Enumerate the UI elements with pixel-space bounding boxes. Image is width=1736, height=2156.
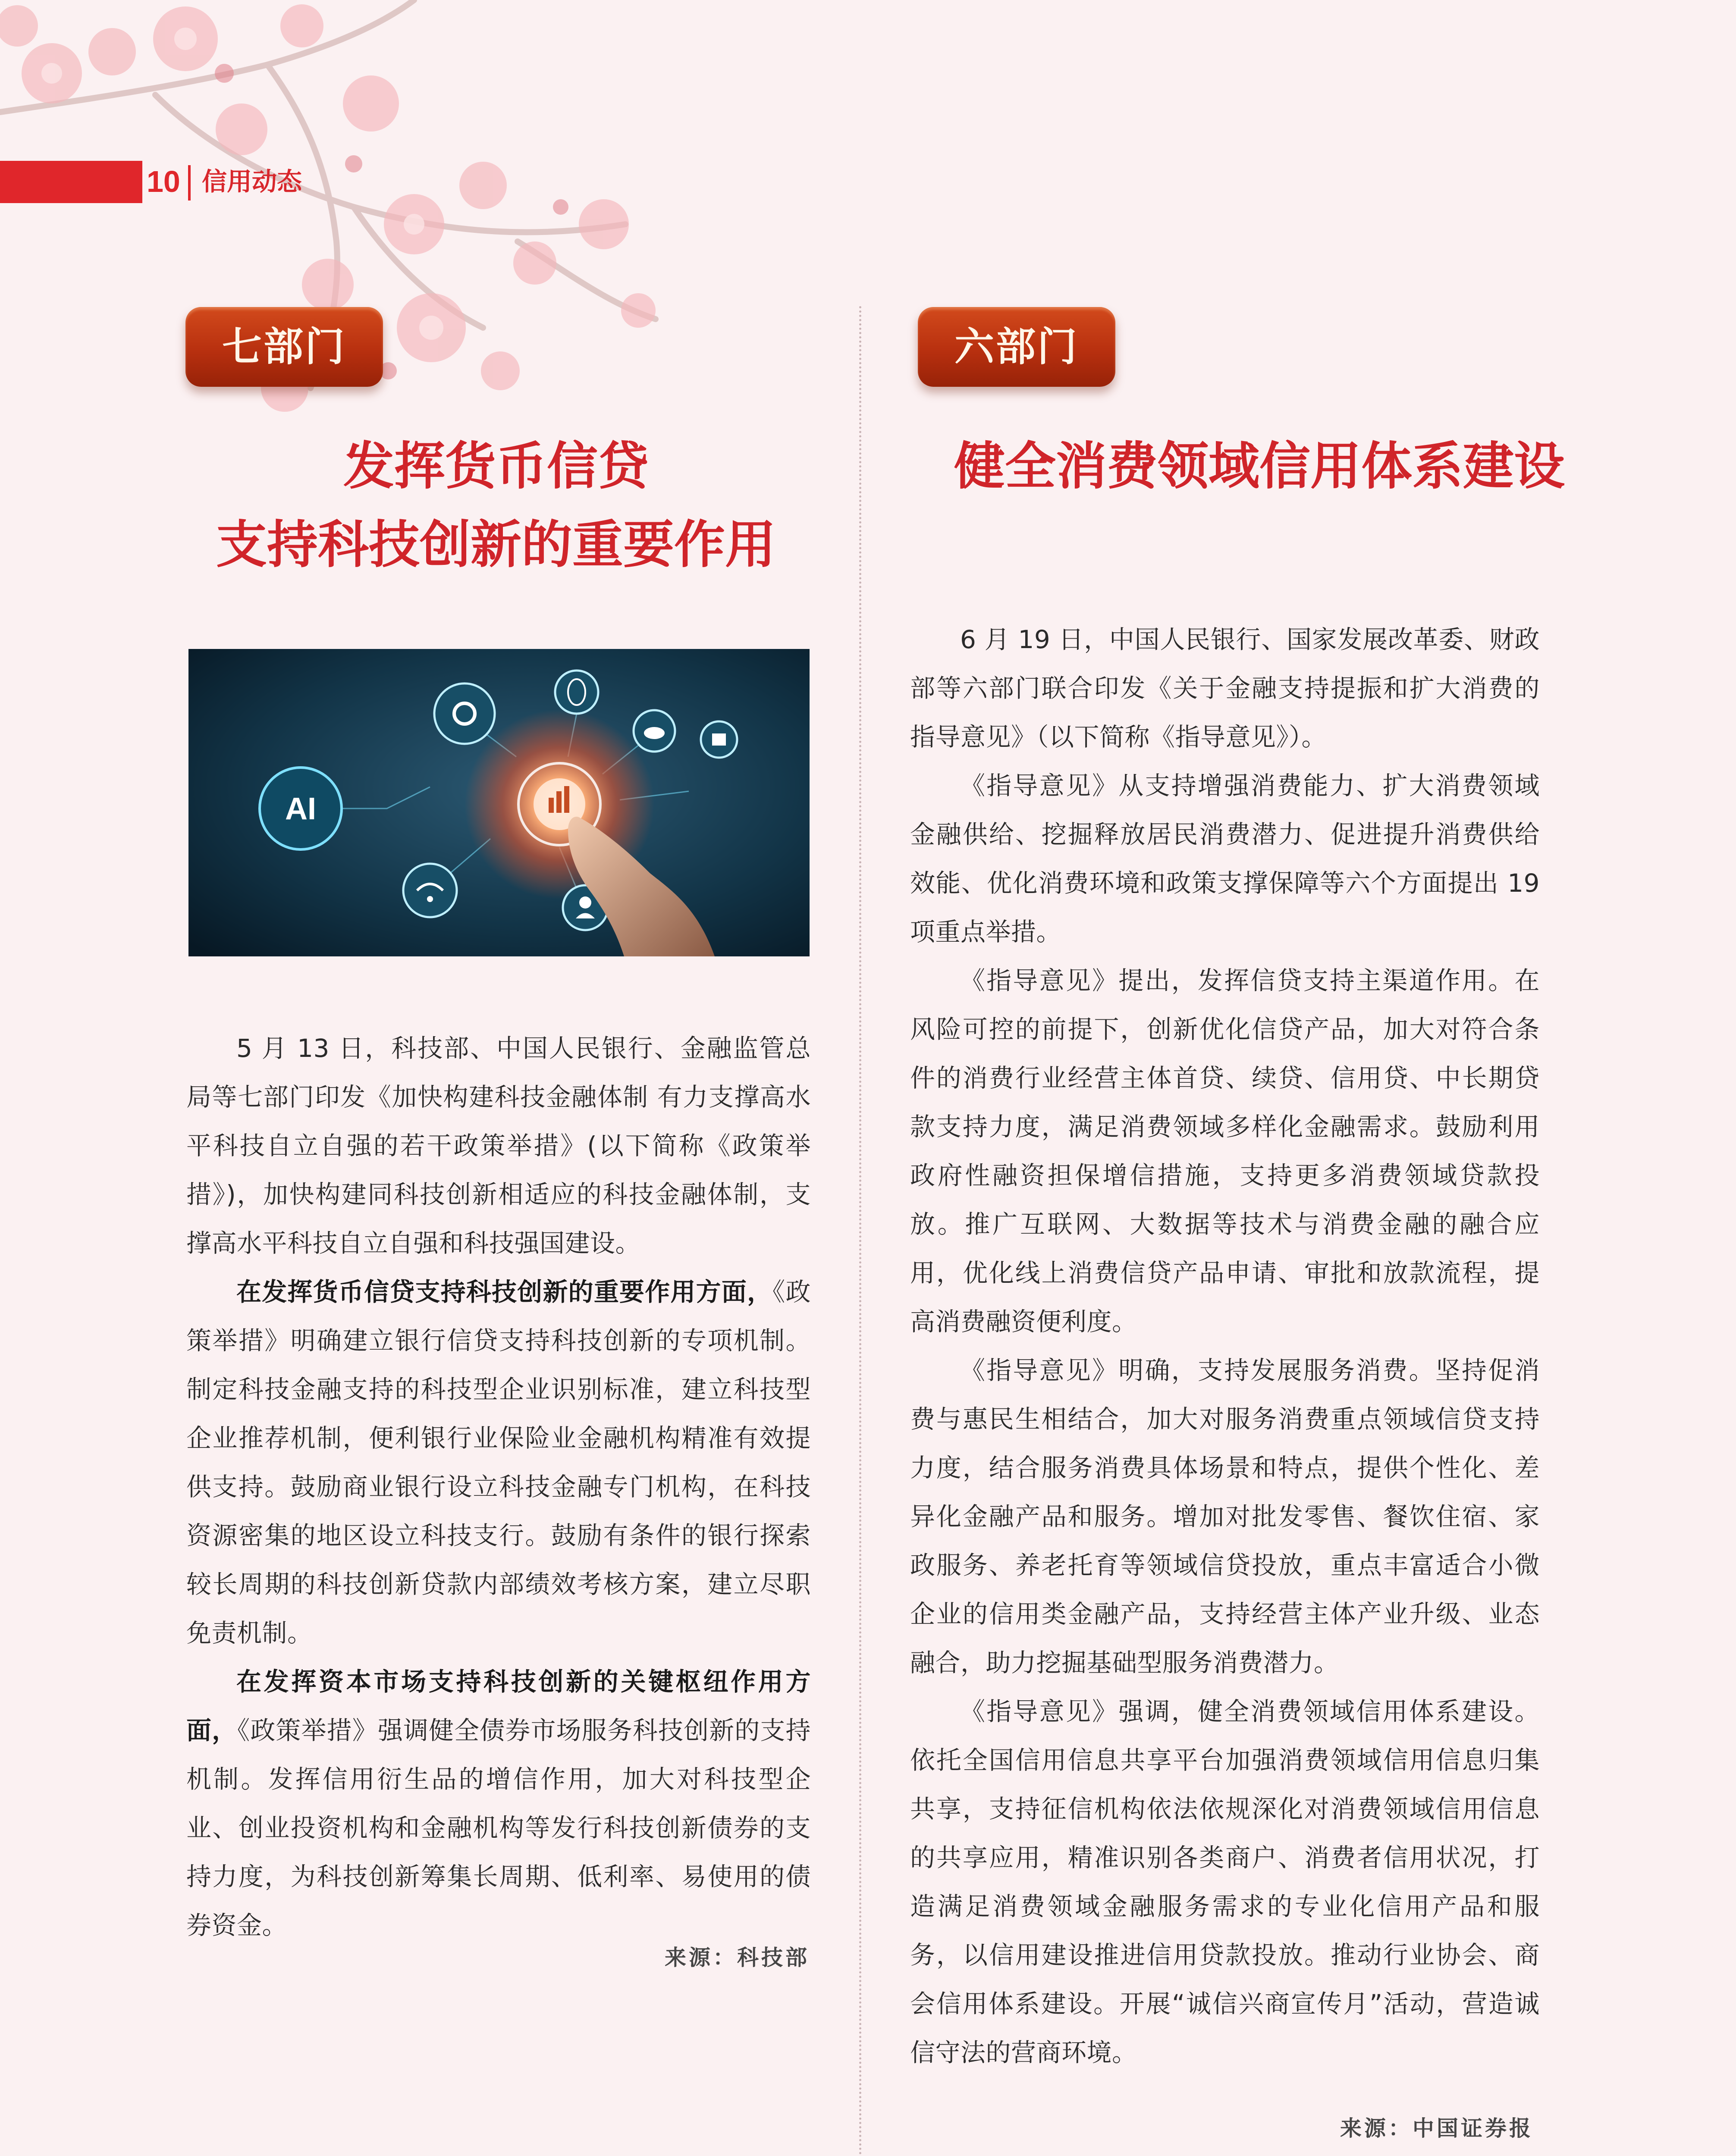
left-article-body [186, 1024, 811, 1950]
section-title: 信用动态 [202, 167, 302, 196]
page-number: 10 [147, 165, 180, 198]
gear-icon [434, 683, 495, 744]
column-divider [859, 306, 861, 2156]
left-title-line2: 支持科技创新的重要作用 [216, 514, 776, 574]
right-paragraph-2: 《指导意见》从支持增强消费能力、扩大消费领域金融供给、挖掘释放居民消费潜力、促进提升消费供给效能、优化消费环境和政策支撑保障等六个方面提出 19 项重点举措。 [910, 771, 1540, 946]
ai-chip-icon [260, 768, 342, 849]
header-divider [188, 165, 191, 201]
right-paragraph-4: 《指导意见》明确，支持发展服务消费。坚持促消费与惠民生相结合，加大对服务消费重点领域信贷支持力度，结合服务消费具体场景和特点，提供个性化、差异化金融产品和服务。增加对批发零售、餐饮住宿、家政服务、养老托育等领域信贷投放，重点丰富适合小微企业的信用类金融产品，支持经营主体产业升级、业态融合，助力挖掘基础型服务消费潜力。 [910, 1356, 1540, 1677]
right-source: 来源：中国证券报 [1340, 2115, 1533, 2141]
tech-finance-image [188, 649, 810, 956]
right-paragraph-5: 《指导意见》强调，健全消费领域信用体系建设。依托全国信用信息共享平台加强消费领域信用信息归集共享，支持征信机构依法依规深化对消费领域信用信息的共享应用，精准识别各类商户、消费者信用状况，打造满足消费领域金融服务需求的专业化信用产品和服务，以信用建设推进信用贷款投放。推动行业协会、商会信用体系建设。开展“诚信兴商宣传月”活动，营造诚信守法的营商环境。 [910, 1697, 1540, 2067]
left-dept-badge: 七部门 [185, 307, 383, 387]
cloud-icon [634, 710, 675, 752]
left-article-title [173, 427, 819, 584]
right-paragraph-1: 6 月 19 日，中国人民银行、国家发展改革委、财政部等六部门联合印发《关于金融支持提振和扩大消费的指导意见》（以下简称《指导意见》）。 [910, 625, 1540, 752]
left-source: 来源：科技部 [665, 1945, 810, 1970]
left-paragraph-1: 5 月 13 日，科技部、中国人民银行、金融监管总局等七部门印发《加快构建科技金融体制 有力支撑高水平科技自立自强的若干政策举措》(以下简称《政策举措》)，加快构建同科技创新相适应的科技金融体制，支撑高水平科技自立自强和科技强国建设。 [186, 1034, 811, 1258]
left-paragraph-2: 在发挥货币信贷支持科技创新的重要作用方面，《政策举措》明确建立银行信贷支持科技创新的专项机制。制定科技金融支持的科技型企业识别标准，建立科技型企业推荐机制，便利银行业保险业金融机构精准有效提供支持。鼓励商业银行设立科技金融专门机构，在科技资源密集的地区设立科技支行。鼓励有条件的银行探索较长周期的科技创新贷款内部绩效考核方案，建立尽职免责机制。 [186, 1277, 811, 1648]
right-dept-badge: 六部门 [918, 307, 1115, 387]
header-accent-bar [0, 161, 142, 203]
right-article-title: 健全消费领域信用体系建设 [954, 436, 1565, 496]
wifi-icon [403, 864, 457, 917]
robot-icon [701, 721, 737, 758]
globe-icon [555, 671, 598, 714]
right-paragraph-3: 《指导意见》提出，发挥信贷支持主渠道作用。在风险可控的前提下，创新优化信贷产品，加大对符合条件的消费行业经营主体首贷、续贷、信用贷、中长期贷款支持力度，满足消费领域多样化金融需求。鼓励利用政府性融资担保增信措施，支持更多消费领域贷款投放。推广互联网、大数据等技术与消费金融的融合应用，优化线上消费信贷产品申请、审批和放款流程，提高消费融资便利度。 [910, 966, 1540, 1336]
left-paragraph-3: 在发挥资本市场支持科技创新的关键枢纽作用方面，《政策举措》强调健全债券市场服务科技创新的支持机制。发挥信用衍生品的增信作用，加大对科技型企业、创业投资机构和金融机构等发行科技创新债券的支持力度，为科技创新筹集长周期、低利率、易使用的债券资金。 [186, 1667, 811, 1940]
svg-text:AI: AI [285, 792, 316, 826]
left-title-line1: 发挥货币信贷 [343, 436, 649, 496]
right-article-body [910, 615, 1540, 2077]
